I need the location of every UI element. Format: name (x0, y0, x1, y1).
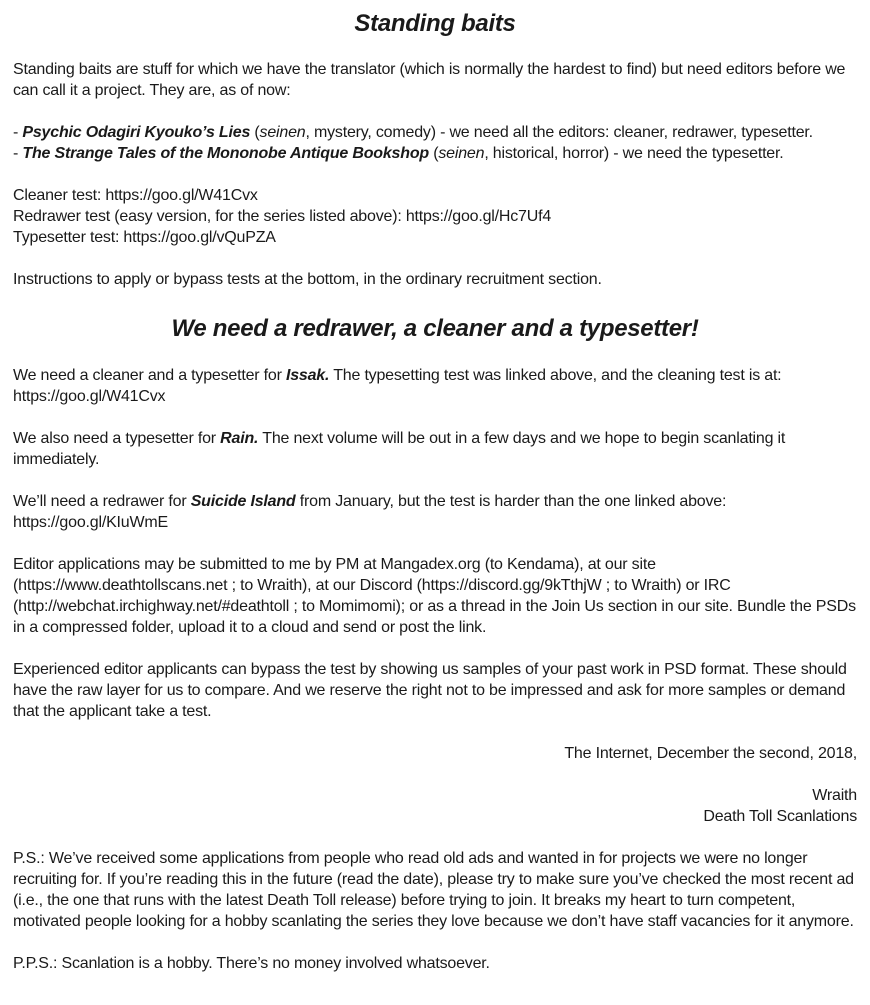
text-segment: ( (250, 124, 260, 141)
bait-item-psychic-odagiri (13, 122, 857, 143)
intro-paragraph: Standing baits are stuff for which we have the translator (which is normally the hardest to find) but need editors before we can call it a project. They are, as of now: (13, 61, 846, 99)
text-segment: We also need a typesetter for (13, 430, 221, 447)
need-rain-paragraph (13, 428, 857, 470)
signature-block (13, 785, 857, 827)
need-issak-paragraph (13, 365, 857, 407)
applications-paragraph: Editor applications may be submitted to me by PM at Mangadex.org (to Kendama), at our site (https://www.deathtollscans.net ; to Wraith), at our Discord (https://discord.gg/9kTthjW ; to Wraith) or IRC (http://webchat.irchighway.net/#deathtoll ; to Momimomi); or as a thread in the Join Us section in our site. Bundle the PSDs in a compressed folder, upload it to a cloud and send or post the link. (13, 556, 856, 636)
bait-item-mononobe-bookshop (13, 143, 857, 164)
signature-name: Wraith (812, 787, 857, 804)
text-segment: The next volume will be out in a few days and we hope to begin scanlating it immediately. (13, 430, 786, 468)
text-segment: , mystery, comedy) - we need all the editors: cleaner, redrawer, typesetter. (305, 124, 813, 141)
test-links-list (13, 185, 857, 248)
text-segment: - (13, 145, 23, 162)
genre-tag: seinen (259, 124, 306, 141)
series-title: The Strange Tales of the Mononobe Antique Bookshop (22, 145, 429, 162)
need-suicide-island-paragraph (13, 491, 857, 533)
signature-group: Death Toll Scanlations (703, 808, 857, 825)
text-segment: , historical, horror) - we need the typesetter. (484, 145, 784, 162)
text-segment: - (13, 124, 23, 141)
text-segment: The typesetting test was linked above, and the cleaning test is at: https://goo.gl/W41Cvx (13, 367, 782, 405)
text-segment: from January, but the test is harder than the one linked above: https://goo.gl/KIuWmE (13, 493, 727, 531)
dateline: The Internet, December the second, 2018, (564, 745, 857, 762)
cleaner-test-link-line: Cleaner test: https://goo.gl/W41Cvx (13, 187, 258, 204)
series-title: Issak. (285, 367, 330, 384)
text-segment: We need a cleaner and a typesetter for (13, 367, 286, 384)
bypass-paragraph: Experienced editor applicants can bypass the test by showing us samples of your past work in PSD format. These should have the raw layer for us to compare. And we reserve the right not to be impressed and ask for more samples or demand that the applicant take a test. (13, 661, 847, 720)
page-title: Standing baits (354, 10, 516, 37)
typesetter-test-link-line: Typesetter test: https://goo.gl/vQuPZA (13, 229, 276, 246)
section-heading: We need a redrawer, a cleaner and a typesetter! (171, 315, 699, 342)
text-segment: ( (428, 145, 439, 162)
standing-baits-list (13, 122, 857, 164)
genre-tag: seinen (438, 145, 485, 162)
series-title: Suicide Island (190, 493, 296, 510)
series-title: Rain. (220, 430, 259, 447)
redrawer-test-link-line: Redrawer test (easy version, for the series listed above): https://goo.gl/Hc7Uf4 (13, 208, 552, 225)
pps-paragraph: P.P.S.: Scanlation is a hobby. There’s no money involved whatsoever. (13, 955, 490, 972)
instructions-line: Instructions to apply or bypass tests at the bottom, in the ordinary recruitment section. (13, 271, 602, 288)
series-title: Psychic Odagiri Kyouko’s Lies (22, 124, 251, 141)
text-segment: We’ll need a redrawer for (13, 493, 191, 510)
ps-paragraph: P.S.: We’ve received some applications from people who read old ads and wanted in for projects we were no longer recruiting for. If you’re reading this in the future (read the date), please try to make sure you’ve checked the most recent ad (i.e., the one that runs with the latest Death Toll release) before trying to join. It breaks my heart to turn competent, motivated people looking for a hobby scanlating the series they love because we don’t have staff vacancies for it anymore. (13, 850, 854, 930)
